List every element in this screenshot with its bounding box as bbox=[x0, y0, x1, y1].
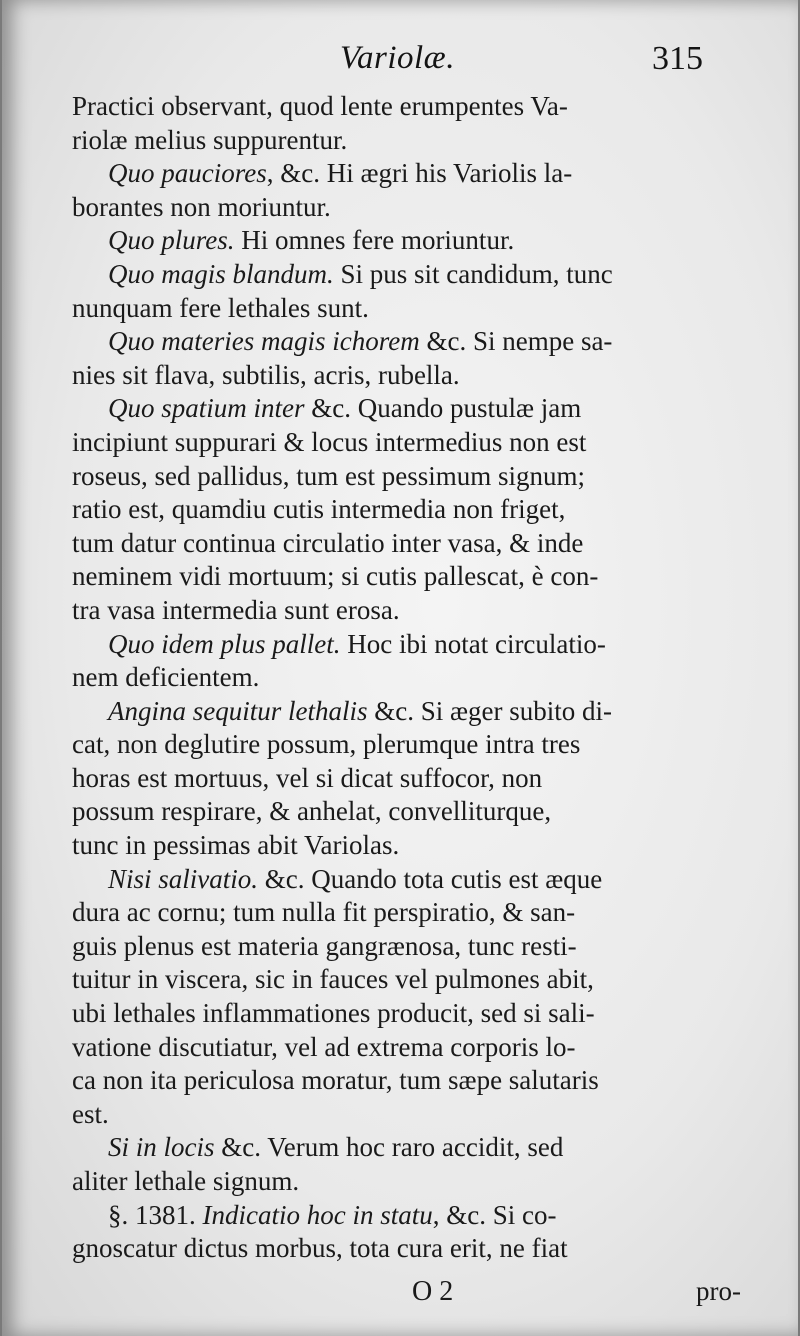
text-line: Quo spatium inter &c. Quando pustulæ jam bbox=[108, 393, 582, 424]
text-line: gnoscatur dictus morbus, tota cura erit, ne fiat bbox=[72, 1233, 568, 1264]
text-line: Angina sequitur lethalis &c. Si æger subito di- bbox=[108, 695, 612, 726]
text-line: nem deficientem. bbox=[72, 662, 260, 693]
text-line: neminem vidi mortuum; si cutis pallescat, è con- bbox=[72, 561, 599, 592]
text-line: §. 1381. Indicatio hoc in statu, &c. Si co- bbox=[108, 1199, 557, 1230]
page-footer bbox=[2, 1276, 798, 1316]
signature-mark: O 2 bbox=[412, 1276, 454, 1307]
text-line: guis plenus est materia gangrænosa, tunc resti- bbox=[72, 930, 577, 961]
text-line: tunc in pessimas abit Variolas. bbox=[72, 830, 400, 861]
text-line: ratio est, quamdiu cutis intermedia non friget, bbox=[72, 494, 566, 525]
text-line: tum datur continua circulatio inter vasa, & inde bbox=[72, 527, 584, 558]
text-line: dura ac cornu; tum nulla fit perspiratio, & san- bbox=[72, 897, 576, 928]
catchword: pro- bbox=[696, 1276, 741, 1306]
text-line: vatione discutiatur, vel ad extrema corporis lo- bbox=[72, 1031, 576, 1062]
text-line: Quo materies magis ichorem &c. Si nempe sa- bbox=[108, 326, 613, 357]
text-line: Quo magis blandum. Si pus sit candidum, tunc bbox=[108, 258, 613, 289]
text-line: tuitur in viscera, sic in fauces vel pulmones abit, bbox=[72, 964, 594, 995]
text-line: ubi lethales inflammationes producit, sed si sali- bbox=[72, 998, 595, 1029]
book-page bbox=[2, 0, 798, 1336]
text-line: Quo idem plus pallet. Hoc ibi notat circulatio- bbox=[108, 628, 606, 659]
text-line: cat, non deglutire possum, plerumque intra tres bbox=[72, 729, 581, 760]
text-line: nunquam fere lethales sunt. bbox=[72, 292, 369, 323]
text-line: Si in locis &c. Verum hoc raro accidit, sed bbox=[108, 1132, 564, 1163]
text-line: incipiunt suppurari & locus intermedius non est bbox=[72, 426, 587, 457]
text-line: Practici observant, quod lente erumpentes Va- bbox=[72, 91, 568, 121]
running-title: Variolæ. bbox=[340, 40, 455, 76]
text-line: aliter lethale signum. bbox=[72, 1166, 300, 1196]
text-line: borantes non moriuntur. bbox=[72, 191, 331, 222]
page-number: 315 bbox=[652, 40, 703, 77]
text-line: Quo plures. Hi omnes fere moriuntur. bbox=[108, 225, 515, 256]
text-line: nies sit flava, subtilis, acris, rubella. bbox=[72, 359, 460, 390]
page-header bbox=[2, 40, 798, 90]
text-line: riolæ melius suppurentur. bbox=[72, 124, 348, 155]
text-line: tra vasa intermedia sunt erosa. bbox=[72, 594, 400, 625]
body-text bbox=[72, 90, 752, 1266]
text-line: horas est mortuus, vel si dicat suffocor, non bbox=[72, 762, 543, 793]
text-line: possum respirare, & anhelat, convelliturque, bbox=[72, 796, 552, 827]
text-line: ca non ita periculosa moratur, tum sæpe salutaris bbox=[72, 1065, 599, 1096]
text-line: Nisi salivatio. &c. Quando tota cutis est æque bbox=[108, 863, 603, 894]
text-line: est. bbox=[72, 1098, 109, 1129]
text-line: roseus, sed pallidus, tum est pessimum signum; bbox=[72, 460, 585, 491]
text-line: Quo pauciores, &c. Hi ægri his Variolis la- bbox=[108, 158, 573, 189]
